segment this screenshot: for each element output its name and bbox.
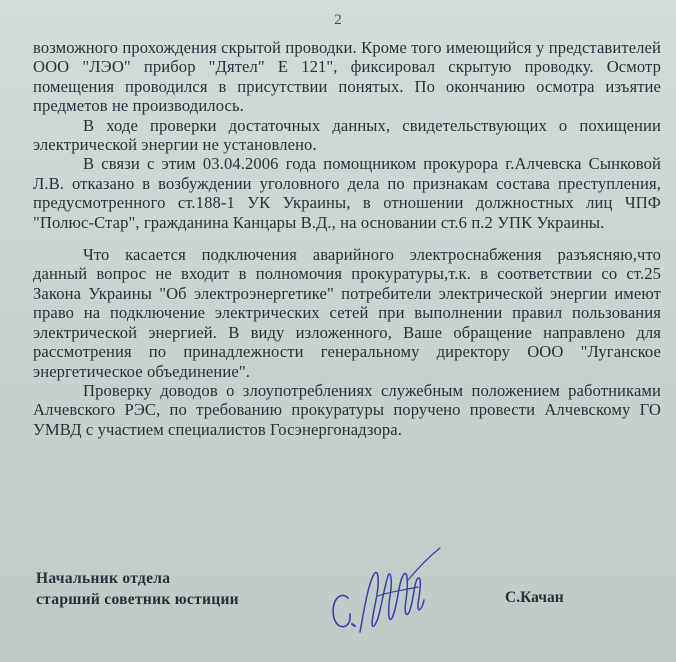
signatory-title-line1: Начальник отдела <box>36 570 171 587</box>
signatory-name: С.Качан <box>505 589 564 606</box>
letter-body <box>33 38 661 439</box>
paragraph-emergency-supply: Что касается подключения аварийного электроснабжения разъясняю,что данный вопрос не входит в полномочия прокуратуры,т.к. в соответствии со ст.25 Закона Украины "Об электроэнергетике" потребители электрической энергии имеют право на подключение электрических сетей при выполнении правил пользования электрической энергией. В виду изложенного, Ваше обращение направлено для рассмотрения по принадлежности генеральному директору ООО "Луганское энергетическое объединение". <box>33 245 661 381</box>
signatory-title-line2: старший советник юстиции <box>36 591 239 608</box>
page-number: 2 <box>334 12 342 28</box>
paragraph-abuse-check: Проверку доводов о злоупотреблениях служебным положением работниками Алчевского РЭС, по требованию прокуратуры поручено провести Алчевскому ГО УМВД с участием специалистов Госэнергонадзора. <box>33 380 661 439</box>
paragraph-no-theft-evidence: В ходе проверки достаточных данных, свидетельствующих о похищении электрической энергии не установлено. <box>33 115 661 155</box>
handwritten-signature <box>318 540 453 640</box>
paragraph-hidden-wiring: возможного прохождения скрытой проводки. Кроме того имеющийся у представителей ООО "ЛЭО" прибор "Дятел" Е 121", фиксировал скрытую проводку. Осмотр помещения проводился в присутствии понятых. По окончанию осмотра изъятие предметов не производилось. <box>33 38 661 116</box>
paragraph-case-refusal: В связи с этим 03.04.2006 года помощником прокурора г.Алчевска Сынковой Л.В. отказано в возбуждении уголовного дела по признакам состава преступления, предусмотренного ст.188-1 УК Украины, в отношении должностных лиц ЧПФ "Полюс-Стар", гражданина Канцары В.Д., на основании ст.6 п.2 УПК Украины. <box>33 154 661 232</box>
signatory-position <box>36 568 239 610</box>
